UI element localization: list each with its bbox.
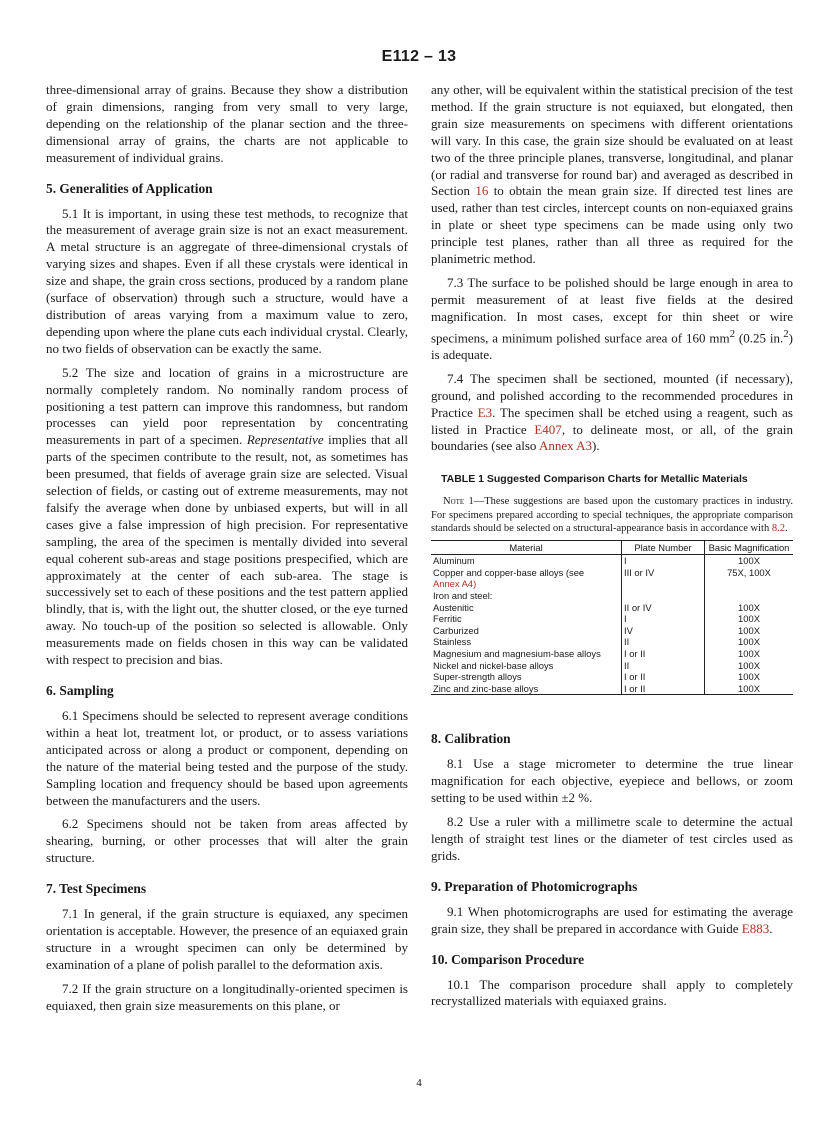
paragraph-9-1-part-a: 9.1 When photomicrographs are used for estimating the average grain size, they shall be prepared in accordance with Guide xyxy=(431,903,793,936)
paragraph-7-3-part-b: (0.25 in. xyxy=(735,330,784,346)
plate-cell: IV xyxy=(622,625,705,637)
plate-number-column-header: Plate Number xyxy=(622,540,705,555)
magnification-cell: 100X xyxy=(738,601,760,613)
paragraph-7-4-part-b: . The specimen shall be etched using a reagent, such as listed in Practice xyxy=(431,404,793,437)
material-cell: Iron and steel: xyxy=(431,590,622,602)
material-cell: Carburized xyxy=(431,625,622,637)
right-column xyxy=(431,82,793,1010)
section-6-heading: 6. Sampling xyxy=(46,683,114,698)
paragraph-8-2: 8.2 Use a ruler with a millimetre scale to determine the actual length of straight test lines or the diameter of test circles used as grids. xyxy=(431,814,793,863)
paragraph-5-2-part-b: implies that all parts of the specimen contribute to the result, not, as sometimes has been presumed, that fields of average grain size are selected. Visual selection of fields, or casting out of extreme measurements, may not falsify the average when done by unbiased experts, but will in all cases give a false impression of high precision. For representative sampling, the area of the specimen is mentally divided into several equal coherent sub-areas and stage positions prespecified, which are approximately at the center of each sub-area. The stage is successively set to each of these positions and the test pattern applied blindly, that is, with the light out, the shutter closed, or the eye turned away. No touch-up of the position so selected is allowable. Only measurements made on fields chosen in this way can be validated with respect to precision and bias. xyxy=(46,432,408,668)
plate-cell: I or II xyxy=(622,671,705,683)
paragraph-5-2-italic: Representative xyxy=(246,432,324,448)
table-note-label: Note 1 xyxy=(443,496,474,508)
paragraph-9-1 xyxy=(431,904,793,938)
section-9-heading: 9. Preparation of Photomicrographs xyxy=(431,878,638,894)
plate-cell xyxy=(622,578,705,590)
table-note-text: —These suggestions are based upon the customary practices in industry. For specimens prepared according to special techniques, the appropriate comparison standards should be selected on a structural-appearance basis in accordance with xyxy=(431,496,793,535)
comparison-charts-table xyxy=(431,540,793,696)
section-5-heading: 5. Generalities of Application xyxy=(46,180,213,196)
paragraph-8-1: 8.1 Use a stage micrometer to determine the true linear magnification for each objective, eyepiece and bellows, or zoom setting to be used within ±2 %. xyxy=(431,756,793,806)
section-16-link[interactable]: 16 xyxy=(475,183,489,199)
table-row xyxy=(431,590,793,602)
section-8-2-link[interactable]: 8.2 xyxy=(771,523,785,535)
material-cell: Ferritic xyxy=(431,613,622,625)
plate-cell: II xyxy=(622,636,705,648)
material-column-header: Material xyxy=(431,540,622,555)
paragraph-7-4-part-a: 7.4 The specimen shall be sectioned, mounted (if necessary), ground, and polished according to the recommended procedures in Practice xyxy=(431,370,793,420)
paragraph-5-2-part-a: 5.2 The size and location of grains in a microstructure are normally completely random. No nominally random process of positioning a test pattern can improve this randomness, but random processes can yield poor representation by concentrating measurements in part of a specimen. xyxy=(46,364,408,448)
table-row xyxy=(431,602,793,614)
paragraph-7-3-superscript-2: 2 xyxy=(783,327,789,340)
table-header-row xyxy=(431,540,793,555)
table-note-end: . xyxy=(784,523,788,535)
annex-a3-link[interactable]: Annex A3 xyxy=(538,438,593,454)
magnification-cell: 100X xyxy=(738,555,760,567)
plate-cell: II xyxy=(622,660,705,672)
table-row xyxy=(431,555,793,567)
annex-a4-link[interactable]: Annex A4) xyxy=(431,578,622,590)
practice-e407-link[interactable]: E407 xyxy=(534,421,562,437)
paragraph-7-3-part-c: ) is adequate. xyxy=(431,330,793,362)
table-1-title: TABLE 1 Suggested Comparison Charts for Metallic Materials xyxy=(441,473,748,486)
magnification-cell xyxy=(705,590,794,602)
material-cell: Magnesium and magnesium-base alloys xyxy=(431,648,622,660)
paragraph-7-2-cont-a: any other, will be equivalent within the statistical precision of the test method. If the grain structure is not equiaxed, but elongated, then grain size measurements on specimens with different orientations will vary. In this case, the grain size should be evaluated on at least two of the three principle planes, transverse, longitudinal, and planar (or radial and transverse for round bar) and averaged as described in Section xyxy=(431,82,793,199)
magnification-column-header: Basic Magnification xyxy=(705,540,794,555)
paragraph-7-3 xyxy=(431,275,793,364)
magnification-cell: 100X xyxy=(738,624,760,636)
plate-cell: II or IV xyxy=(622,602,705,614)
magnification-cell: 100X xyxy=(705,683,794,695)
magnification-cell: 100X xyxy=(738,647,760,659)
section-10-heading: 10. Comparison Procedure xyxy=(431,951,585,967)
paragraph-7-3-superscript: 2 xyxy=(729,327,735,340)
table-row xyxy=(431,578,793,590)
magnification-cell: 75X, 100X xyxy=(727,566,771,578)
paragraph-9-1-part-b: . xyxy=(769,920,773,936)
paragraph-7-2: 7.2 If the grain structure on a longitudinally-oriented specimen is equiaxed, then grain size measurements on this plane, or xyxy=(46,980,408,1013)
plate-cell: I xyxy=(622,555,705,567)
table-1-note xyxy=(431,495,793,535)
plate-cell: I or II xyxy=(622,683,705,695)
plate-cell: I xyxy=(622,613,705,625)
table-row xyxy=(431,648,793,660)
plate-cell: III or IV xyxy=(622,567,705,579)
paragraph-5-2 xyxy=(46,365,408,669)
section-8-heading: 8. Calibration xyxy=(431,731,511,747)
table-row xyxy=(431,671,793,683)
table-row xyxy=(431,567,793,579)
material-cell: Stainless xyxy=(431,636,622,648)
material-cell: Super-strength alloys xyxy=(431,671,622,683)
magnification-cell xyxy=(705,578,794,590)
paragraph-7-4-part-d: ). xyxy=(592,438,600,454)
magnification-cell: 100X xyxy=(738,613,760,625)
guide-e883-link[interactable]: E883 xyxy=(741,920,770,936)
paragraph-7-3-part-a: 7.3 The surface to be polished should be large enough in area to permit measurement of at least five fields at the desired magnification. In most cases, except for thin sheet or wire specimens, a minimum polished surface area of 160 mm xyxy=(431,274,793,346)
table-row xyxy=(431,636,793,648)
paragraph-7-1: 7.1 In general, if the grain structure is equiaxed, any specimen orientation is acceptable. However, the presence of an equiaxed grain structure in a wrought specimen can only be determined by examination of a plane of polish parallel to the deformation axis. xyxy=(46,906,408,972)
paragraph-7-4 xyxy=(431,371,793,456)
plate-cell: I or II xyxy=(622,648,705,660)
material-cell: Aluminum xyxy=(431,555,622,567)
magnification-cell: 100X xyxy=(738,659,760,671)
material-cell: Copper and copper-base alloys (see xyxy=(431,567,622,579)
paragraph-7-2-cont-b: to obtain the mean grain size. If directed test lines are used, rather than test circles, intercept counts on non-equiaxed grains in plate or sheet type specimens can be made using only two principle test planes, rather than all three as required for the planimetric method. xyxy=(431,183,793,267)
paragraph-7-4-part-c: , to delineate most, or all, of the grain boundaries (see also xyxy=(431,421,794,454)
table-row xyxy=(431,683,793,695)
table-row xyxy=(431,660,793,672)
material-cell: Austenitic xyxy=(431,602,622,614)
plate-cell xyxy=(622,590,705,602)
intro-paragraph: three-dimensional array of grains. Because they show a distribution of grain dimensions, ranging from very small to very large, depending on the relationship of the planar section and the three-dimensional array of grains, the charts are not applicable to measurement of individual grains. xyxy=(46,82,408,165)
table-row xyxy=(431,625,793,637)
table-row xyxy=(431,613,793,625)
paragraph-6-1: 6.1 Specimens should be selected to represent average conditions within a heat lot, treatment lot, or product, or to assess variations anticipated across or along a product or component, depending on the nature of the material being tested and the purpose of the study. Sampling location and frequency should be based upon agreements between the manufacturers and the users. xyxy=(46,708,408,808)
paragraph-5-1: 5.1 It is important, in using these test methods, to recognize that the measurement of average grain size is not an exact measurement. A metal structure is an aggregate of three-dimensional crystals of varying sizes and shapes. Even if all these crystals were identical in size and shape, the grain cross sections, produced by a random plane (surface of observation) through such a structure, would have a distribution of areas varying from a maximum value to zero, depending upon where the plane cuts each individual crystal. Clearly, no two fields of observation can be exactly the same. xyxy=(46,205,408,356)
left-column xyxy=(46,82,408,1015)
paragraph-7-2-continued xyxy=(431,82,793,268)
document-designation: E112 – 13 xyxy=(381,48,457,65)
practice-e3-link[interactable]: E3 xyxy=(477,404,493,420)
material-cell: Nickel and nickel-base alloys xyxy=(431,660,622,672)
paragraph-10-1: 10.1 The comparison procedure shall apply to completely recrystallized materials with equiaxed grains. xyxy=(431,976,793,1009)
page-number: 4 xyxy=(416,1077,422,1089)
paragraph-6-2: 6.2 Specimens should not be taken from areas affected by shearing, burning, or other processes that will alter the grain structure. xyxy=(46,816,408,866)
magnification-cell: 100X xyxy=(738,671,760,683)
material-cell: Zinc and zinc-base alloys xyxy=(431,683,622,695)
magnification-cell: 100X xyxy=(738,636,760,648)
section-7-heading: 7. Test Specimens xyxy=(46,881,147,897)
